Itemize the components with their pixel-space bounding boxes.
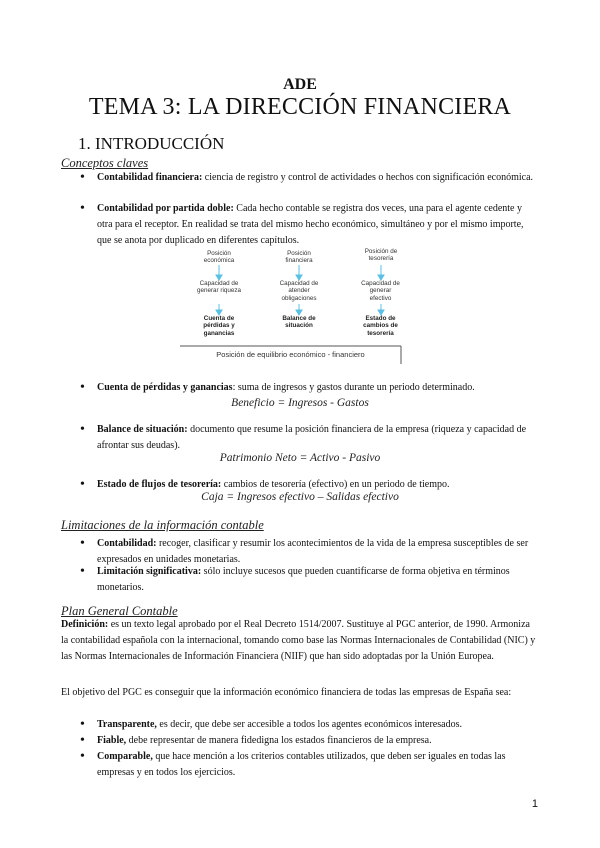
term: Definición:: [61, 619, 109, 630]
col3-mid: Capacidad de generar efectivo: [361, 280, 400, 302]
term: Transparente,: [97, 719, 157, 730]
diagram-footer: Posición de equilibrio económico - financiero: [216, 350, 365, 359]
col3-top: Posición de tesorería: [364, 248, 398, 263]
bullet: •: [80, 201, 85, 216]
definition: que hace mención a los criterios contables utilizados, que deben ser iguales en todas las empresas y en todos los ejercicios.: [97, 751, 506, 778]
concept-item-partida-doble: [97, 201, 537, 249]
bullet: •: [80, 733, 85, 748]
financial-positions-diagram: [180, 245, 402, 365]
definition: recoger, clasificar y resumir los acontecimientos de la vida de la empresa susceptibles de ser expresados en unidades monetarias.: [97, 538, 529, 565]
bullet: •: [80, 717, 85, 732]
definition: : suma de ingresos y gastos durante un periodo determinado.: [232, 382, 475, 393]
limitaciones-heading: Limitaciones de la información contable: [61, 518, 264, 532]
conceptos-heading: Conceptos claves: [61, 156, 149, 170]
col3-bottom: Estado de cambios de tesorería: [363, 315, 398, 337]
bullet: •: [80, 422, 85, 437]
course-title: ADE: [283, 76, 317, 93]
pgc-item-comparable: [97, 749, 537, 781]
bullet: •: [80, 380, 85, 395]
bullet: •: [80, 536, 85, 551]
definition: Cada hecho contable se registra dos veces, una para el agente cedente y otra para el receptor. En realidad se trata del mismo hecho económico, simultáneo y por el mismo importe, que se anota por duplicado en diferentes capítulos.: [97, 203, 524, 246]
col1-mid: Capacidad de generar riqueza: [196, 280, 242, 295]
definition: es un texto legal aprobado por el Real Decreto 1514/2007. Sustituye al PGC anterior, de 1990. Armoniza la contabilidad española con la internacional, tomando como base las Normas Internacionales de Contabilidad (NIC) y las Normas Internacionales de Información Financiera (NIIF) que han sido adoptadas por la Unión Europea.: [61, 619, 536, 662]
pgc-objective: El objetivo del PGC es conseguir que la información económico financiera de todas las empresas de España sea:: [61, 687, 512, 698]
col2-top: Posición financiera: [285, 250, 313, 265]
col2-bottom: Balance de situación: [282, 315, 316, 330]
definition: cambios de tesorería (efectivo) en un periodo de tiempo.: [221, 479, 450, 490]
statement-item-pyg: [97, 380, 537, 396]
col2-mid: Capacidad de atender obligaciones: [279, 280, 319, 302]
definition: debe representar de manera fidedigna los estados financieros de la empresa.: [126, 735, 432, 746]
definition: ciencia de registro y control de actividades o hechos con significación económica.: [202, 172, 534, 183]
bullet: •: [80, 477, 85, 492]
term: Comparable,: [97, 751, 153, 762]
bullet: •: [80, 170, 85, 185]
term: Balance de situación:: [97, 424, 188, 435]
formula-beneficio: Beneficio = Ingresos - Gastos: [231, 397, 369, 409]
col1-top: Posición económica: [203, 250, 235, 265]
bullet: •: [80, 749, 85, 764]
concept-item-contabilidad-financiera: [97, 170, 537, 186]
bullet: •: [80, 564, 85, 579]
term: Cuenta de pérdidas y ganancias: [97, 382, 233, 393]
pgc-heading: Plan General Contable: [61, 604, 178, 618]
pgc-item-fiable: [97, 733, 537, 749]
term: Contabilidad por partida doble:: [97, 203, 234, 214]
term: Contabilidad financiera:: [97, 172, 203, 183]
definition: documento que resume la posición financiera de la empresa (riqueza y capacidad de afrontar sus deudas).: [97, 424, 527, 451]
section-heading: 1. INTRODUCCIÓN: [78, 134, 225, 153]
pgc-definition: [61, 617, 539, 665]
term: Fiable,: [97, 735, 127, 746]
pgc-item-transparente: [97, 717, 537, 733]
page-number: 1: [531, 798, 538, 810]
col1-bottom: Cuenta de pérdidas y ganancias: [203, 315, 235, 337]
term: Estado de flujos de tesorería:: [97, 479, 222, 490]
term: Contabilidad:: [97, 538, 157, 549]
definition: sólo incluye sucesos que pueden cuantificarse de forma objetiva en términos monetarios.: [97, 566, 510, 593]
limitation-item-significativa: [97, 564, 537, 596]
definition: es decir, que debe ser accesible a todos los agentes económicos interesados.: [156, 719, 462, 730]
formula-patrimonio: Patrimonio Neto = Activo - Pasivo: [219, 452, 381, 464]
formula-caja: Caja = Ingresos efectivo – Salidas efectivo: [201, 491, 399, 503]
statement-item-balance: [97, 422, 537, 454]
term: Limitación significativa:: [97, 566, 202, 577]
chapter-title: TEMA 3: LA DIRECCIÓN FINANCIERA: [88, 94, 512, 120]
